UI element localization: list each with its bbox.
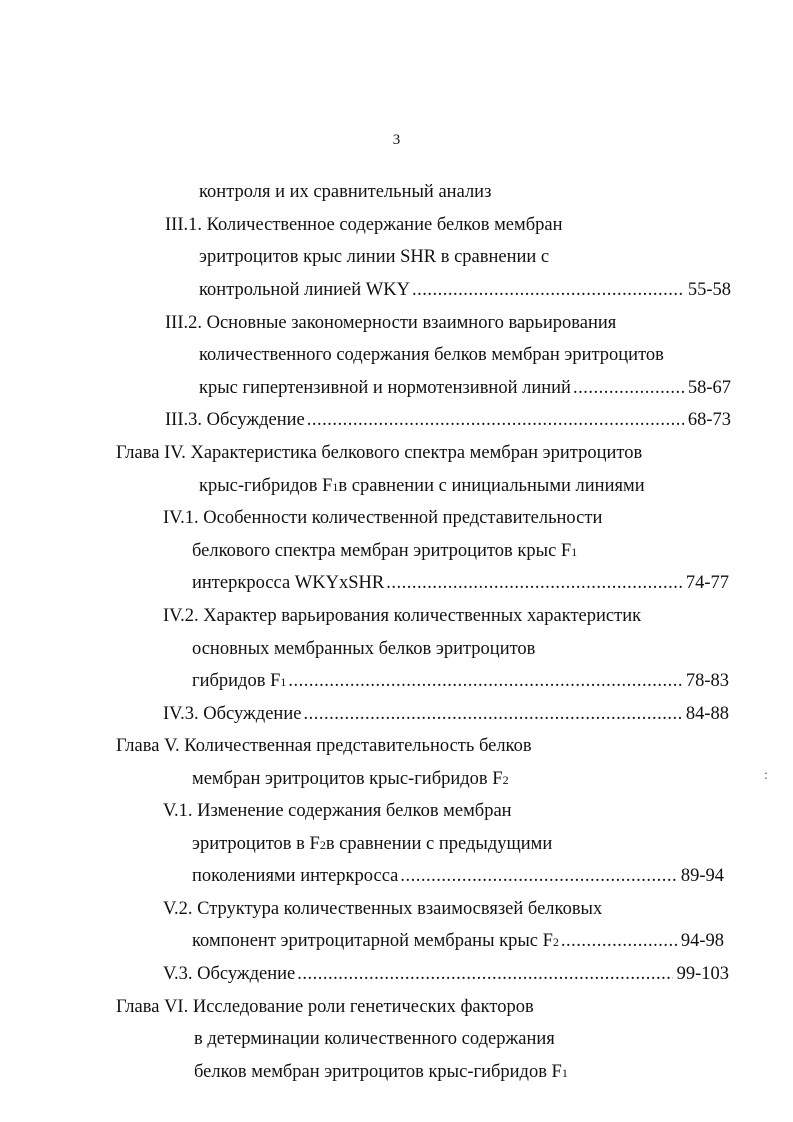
toc-line-text: поколениями интеркросса (192, 866, 399, 886)
toc-line-text: белкового спектра мембран эритроцитов крыс F (192, 541, 572, 561)
toc-entry: гибридов F 1 ..... 78-83 (192, 669, 729, 693)
toc-entry: компонент эритроцитарной мембраны крыс F 2 ..... 94-98 (192, 929, 724, 953)
toc-line-text: контрольной линией WKY (199, 280, 410, 300)
toc-line: эритроцитов в F 2 в сравнении с предыдущими (192, 834, 553, 854)
toc-line-text: V.2. Структура количественных взаимосвязей белковых (163, 899, 603, 919)
toc-line-text: Глава IV. Характеристика белкового спектра мембран эритроцитов (116, 443, 643, 463)
toc-line-text-cont: в сравнении с предыдущими (325, 834, 553, 854)
toc-line: белкового спектра мембран эритроцитов крыс F 1 (192, 541, 578, 561)
toc-line-text: эритроцитов крыс линии SHR в сравнении с (199, 247, 550, 267)
toc-line-text: контроля и их сравнительный анализ (199, 182, 492, 202)
toc-line (199, 245, 549, 269)
page-range: 74-77 (685, 573, 729, 593)
toc-section-heading (165, 213, 563, 237)
toc-line-text: белков мембран эритроцитов крыс-гибридов F (194, 1062, 562, 1082)
dot-leader (386, 571, 682, 595)
toc-line-text: IV.1. Особенности количественной представительности (163, 508, 603, 528)
toc-line-text: крыс гипертензивной и нормотензивной линий (199, 378, 571, 398)
page-range: 58-67 (687, 378, 731, 398)
toc-line-text: V.1. Изменение содержания белков мембран (163, 801, 512, 821)
toc-entry (165, 408, 731, 432)
toc-entry (163, 962, 729, 986)
toc-chapter-heading (116, 441, 642, 465)
toc-line-text-cont: в сравнении с инициальными линиями (338, 476, 645, 496)
page-range: 55-58 (687, 280, 731, 300)
toc-entry (192, 571, 729, 595)
toc-line (199, 180, 491, 204)
toc-line-text: в детерминации количественного содержания (194, 1029, 555, 1049)
toc-line-text: крыс-гибридов F (199, 476, 333, 496)
toc-line-text: IV.2. Характер варьирования количественных характеристик (163, 606, 642, 626)
toc-line-text: V.3. Обсуждение (163, 964, 296, 984)
page-range: 68-73 (687, 410, 731, 430)
toc-line-text: гибридов F (192, 671, 281, 691)
toc-line: крыс-гибридов F 1 в сравнении с инициальными линиями (199, 476, 645, 496)
table-of-contents (0, 180, 793, 1080)
dot-leader (400, 864, 676, 888)
toc-entry (199, 376, 731, 400)
dot-leader (288, 669, 681, 693)
toc-line (199, 343, 664, 367)
toc-line-text: компонент эритроцитарной мембраны крыс F (192, 931, 553, 951)
toc-section-heading (163, 897, 602, 921)
page-range: 99-103 (676, 964, 729, 984)
toc-line (194, 1027, 555, 1051)
toc-line-text: эритроцитов в F (192, 834, 320, 854)
page-range: 89-94 (680, 866, 724, 886)
dot-leader (573, 376, 684, 400)
dot-leader (307, 408, 684, 432)
dot-leader (303, 702, 681, 726)
toc-line: мембран эритроцитов крыс-гибридов F 2 (192, 769, 509, 789)
dot-leader (561, 929, 677, 953)
toc-line-text: основных мембранных белков эритроцитов (192, 639, 536, 659)
toc-line (192, 637, 535, 661)
scan-speck: : (764, 768, 768, 783)
toc-section-heading (165, 311, 616, 335)
toc-entry (163, 702, 729, 726)
dot-leader (297, 962, 672, 986)
toc-entry (199, 278, 731, 302)
toc-line-text: Глава VI. Исследование роли генетических факторов (116, 997, 534, 1017)
toc-section-heading (163, 506, 602, 530)
toc-line-text: III.2. Основные закономерности взаимного варьирования (165, 313, 617, 333)
page-number: 3 (392, 132, 401, 148)
page-range: 84-88 (685, 704, 729, 724)
toc-section-heading (163, 604, 641, 628)
page-range: 94-98 (680, 931, 724, 951)
toc-line-text: мембран эритроцитов крыс-гибридов F (192, 769, 503, 789)
toc-line-text: интеркросса WKYxSHR (192, 573, 385, 593)
toc-entry (192, 864, 724, 888)
toc-section-heading (163, 799, 512, 823)
toc-line-text: III.3. Обсуждение (165, 410, 305, 430)
toc-line: белков мембран эритроцитов крыс-гибридов F 1 (194, 1062, 568, 1082)
page-range: 78-83 (685, 671, 729, 691)
toc-line-text: Глава V. Количественная представительность белков (116, 736, 532, 756)
toc-line-text: III.1. Количественное содержание белков мембран (165, 215, 563, 235)
toc-line-text: IV.3. Обсуждение (163, 704, 302, 724)
toc-chapter-heading (116, 734, 532, 758)
toc-chapter-heading (116, 995, 534, 1019)
toc-line-text: количественного содержания белков мембран эритроцитов (199, 345, 664, 365)
dot-leader (412, 278, 684, 302)
